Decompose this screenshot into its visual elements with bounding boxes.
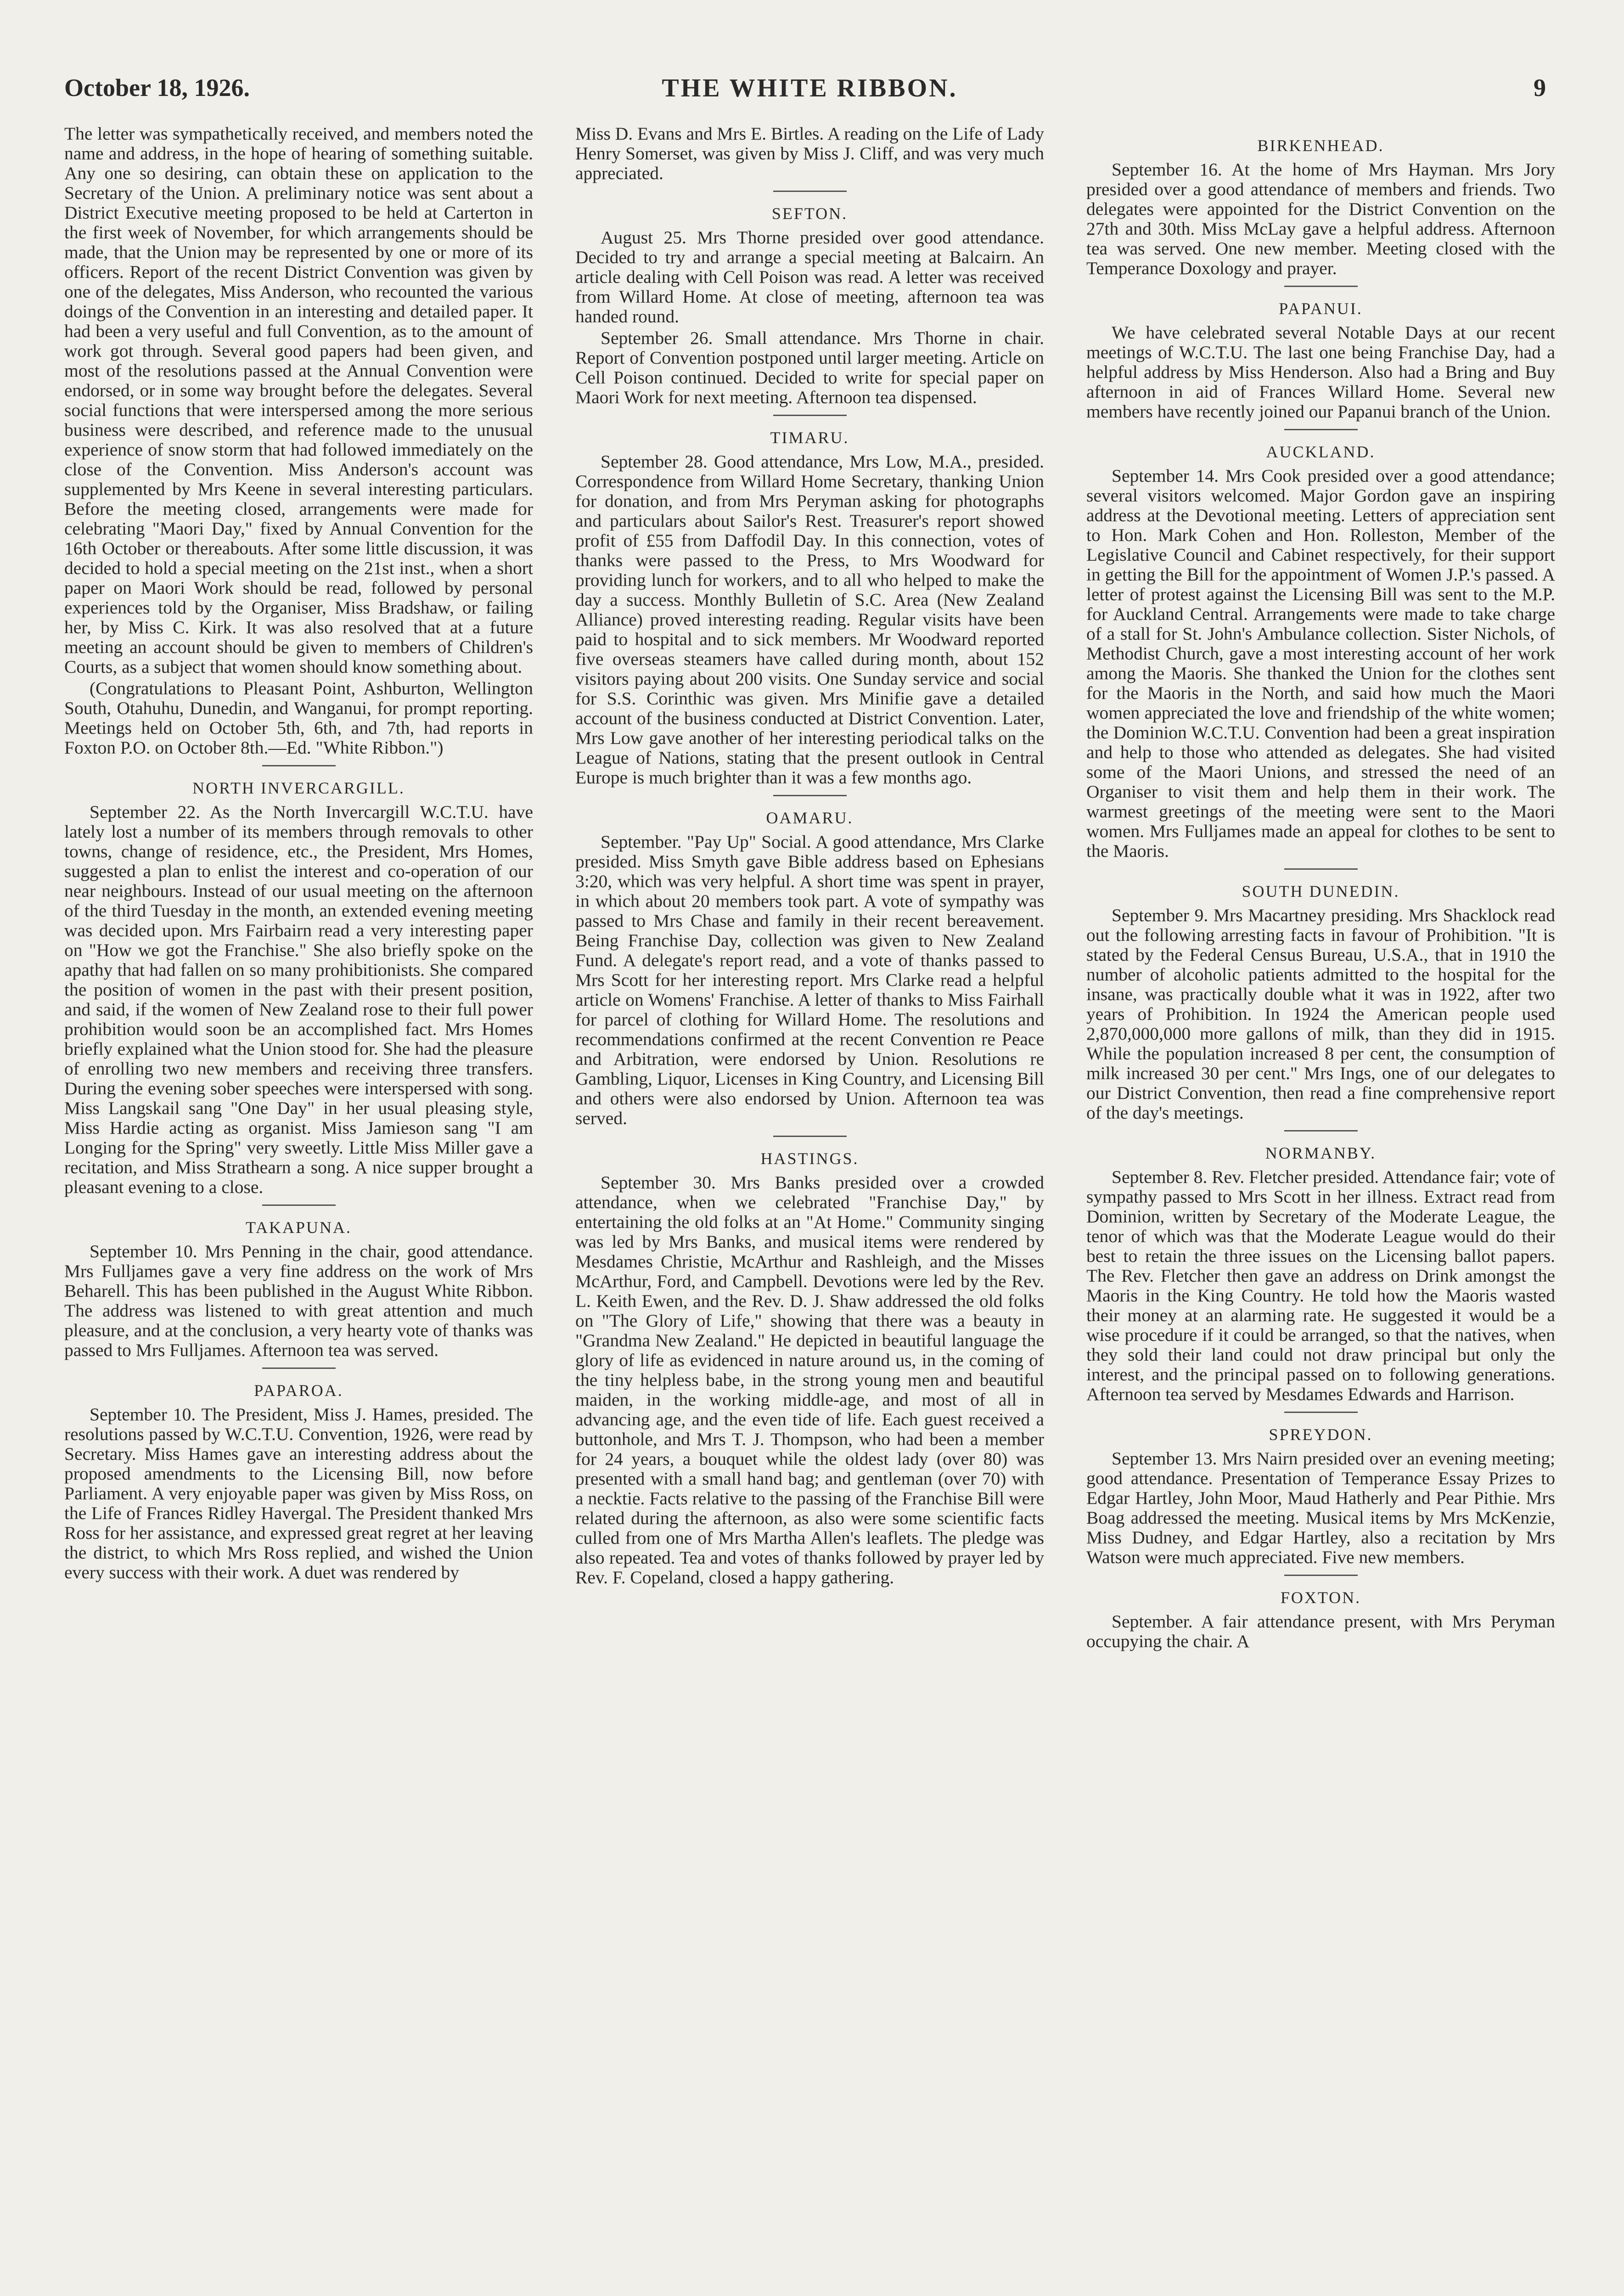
article-paragraph: Miss D. Evans and Mrs E. Birtles. A reading on the Life of Lady Henry Somerset, was given by Miss J. Cliff, and was very much appreciated.: [575, 124, 1044, 183]
publication-title: THE WHITE RIBBON.: [662, 74, 958, 102]
section-divider: [262, 765, 336, 766]
article-paragraph: (Congratulations to Pleasant Point, Ashburton, Wellington South, Otahuhu, Dunedin, and Wanganui, for prompt reporting. Meetings held on October 5th, 6th, and 7th, had reports in Foxton P.O. on October 8th.—Ed. "White Ribbon."): [64, 678, 533, 758]
article-paragraph: September 13. Mrs Nairn presided over an evening meeting; good attendance. Presentation of Temperance Essay Prizes to Edgar Hartley, John Moor, Maud Hatherly and Pear Pithie. Mrs Boag addressed the meeting. Musical items by Mrs McKenzie, Miss Dudney, and Edgar Hartley, also a recitation by Mrs Watson were much appreciated. Five new members.: [1086, 1448, 1555, 1567]
section-heading: NORMANBY.: [1265, 1144, 1377, 1162]
article-paragraph: The letter was sympathetically received, and members noted the name and address, in the hope of hearing of something suitable. Any one so desiring, can obtain these on application to the Secretary of the Union. A preliminary notice was sent about a District Executive meeting proposed to be held at Carterton in the first week of November, for which arrangements should be made, that the Union may be represented by one or more of its officers. Report of the recent District Convention was given by one of the delegates, Miss Anderson, who recounted the various doings of the Convention in an interesting and detailed paper. It had been a very useful and full Convention, as to the amount of work got through. Several good papers had been given, and most of the resolutions passed at the Annual Convention were endorsed, or in some way brought before the delegates. Several social functions that were interspersed among the more serious business were described, and reference made to the unusual experience of snow storm that had followed immediately on the close of the Convention. Miss Anderson's account was supplemented by Mrs Keene in several interesting particulars. Before the meeting closed, arrangements were made for celebrating "Maori Day," fixed by Annual Convention for the 16th October or thereabouts. After some little discussion, it was decided to hold a special meeting on the 21st inst., when a short paper on Maori Work should be read, followed by personal experiences told by the Organiser, Miss Bradshaw, or failing her, by Miss C. Kirk. It was also resolved that at a future meeting an account should be given to members of Children's Courts, as a subject that women should know something about.: [64, 124, 533, 677]
section-heading: FOXTON.: [1280, 1588, 1361, 1607]
article-paragraph: September 14. Mrs Cook presided over a good attendance; several visitors welcomed. Major Gordon gave an inspiring address at the Devotional meeting. Letters of appreciation sent to Hon. Mark Cohen and Hon. Rolleston, Member of the Legislative Council and Cabinet respectively, for their support in getting the Bill for the appointment of Women J.P.'s passed. A letter of protest against the Licensing Bill was sent to the M.P. for Auckland Central. Arrangements were made to take charge of a stall for St. John's Ambulance collection. Sister Nichols, of Methodist Church, gave a most interesting account of her work among the Maoris. She thanked the Union for the clothes sent for the Maoris in the North, and said how much the Maori women appreciated the love and friendship of the white women; the Dominion W.C.T.U. Convention had been a great inspiration and help to those who attended as delegates. She had visited some of the Maori Unions, and stressed the need of an Organiser to visit them and help them in their work. The warmest greetings of the meeting were sent to the Maori women. Mrs Fulljames made an appeal for clothes to be sent to the Maoris.: [1086, 466, 1555, 861]
column-2: [575, 124, 1044, 2296]
section-heading: OAMARU.: [766, 809, 854, 827]
article-paragraph: September 26. Small attendance. Mrs Thorne in chair. Report of Convention postponed until larger meeting. Article on Cell Poison continued. Decided to write for special paper on Maori Work for next meeting. Afternoon tea dispensed.: [575, 328, 1044, 407]
article-paragraph: August 25. Mrs Thorne presided over good attendance. Decided to try and arrange a special meeting at Balcairn. An article dealing with Cell Poison was read. A letter was received from Willard Home. At close of meeting, afternoon tea was handed round.: [575, 227, 1044, 326]
section-divider: [773, 415, 847, 416]
section-divider: [1284, 1412, 1358, 1413]
section-heading: TIMARU.: [770, 428, 849, 447]
section-heading: SPREYDON.: [1269, 1425, 1373, 1444]
page-number: 9: [1534, 74, 1546, 101]
section-divider: [1284, 1130, 1358, 1131]
section-divider: [1284, 429, 1358, 430]
section-heading: NORTH INVERCARGILL.: [192, 779, 405, 797]
section-divider: [1284, 1575, 1358, 1576]
section-divider: [1284, 286, 1358, 287]
section-heading: PAPANUI.: [1279, 299, 1363, 318]
section-divider: [262, 1204, 336, 1206]
section-heading: BIRKENHEAD.: [1257, 136, 1384, 155]
article-paragraph: September 8. Rev. Fletcher presided. Attendance fair; vote of sympathy passed to Mrs Scott in her illness. Extract read from Dominion, written by Secretary of the Moderate League, the tenor of which was that the Moderate League would do their best to retain the three issues on the Licensing ballot papers. The Rev. Fletcher then gave an address on Drink amongst the Maoris in the King Country. He told how the Maoris wasted their money at an alarming rate. He suggested it would be a wise procedure if it could be arranged, so that the natives, when they sold their land could not draw principal but only the interest, and the principal passed on to following generations. Afternoon tea served by Mesdames Edwards and Harrison.: [1086, 1167, 1555, 1404]
section-heading: AUCKLAND.: [1266, 443, 1376, 461]
column-3: [1086, 124, 1555, 2296]
article-paragraph: September 16. At the home of Mrs Hayman. Mrs Jory presided over a good attendance of members and friends. Two delegates were appointed for the District Convention on the 27th and 30th. Miss McLay gave a helpful address. Afternoon tea was served. One new member. Meeting closed with the Temperance Doxology and prayer.: [1086, 159, 1555, 278]
article-paragraph: September 10. The President, Miss J. Hames, presided. The resolutions passed by W.C.T.U. Convention, 1926, were read by Secretary. Miss Hames gave an interesting address about the proposed amendments to the Licensing Bill, now before Parliament. A very enjoyable paper was given by Miss Ross, on the Life of Frances Ridley Havergal. The President thanked Mrs Ross for her assistance, and expressed great regret at her leaving the district, to which Mrs Ross replied, and wished the Union every success with their work. A duet was rendered by: [64, 1404, 533, 1582]
article-paragraph: September 30. Mrs Banks presided over a crowded attendance, when we celebrated "Franchise Day," by entertaining the old folks at an "At Home." Community singing was led by Mrs Banks, and musical items were rendered by Mesdames Christie, McArthur and Rashleigh, and the Misses McArthur, Ford, and Campbell. Devotions were led by the Rev. L. Keith Ewen, and the Rev. D. J. Shaw addressed the old folks on "The Glory of Life," showing that there was a beauty in "Grandma New Zealand." He depicted in beautiful language the glory of life as evidenced in nature around us, in the coming of the tiny helpless babe, in the strong young men and beautiful maiden, in the working middle-age, and most of all in advancing age, and the even tide of life. Each guest received a buttonhole, and Mrs T. J. Thompson, who had been a member for 24 years, a bouquet while the oldest lady (over 80) was presented with a small hand bag; and gentleman (over 70) with a necktie. Facts relative to the passing of the Franchise Bill were related during the afternoon, as also were some scientific facts culled from one of Mrs Martha Allen's leaflets. The pledge was also repeated. Tea and votes of thanks followed by prayer led by Rev. F. Copeland, closed a happy gathering.: [575, 1172, 1044, 1587]
section-divider: [773, 1136, 847, 1137]
article-paragraph: September 9. Mrs Macartney presiding. Mrs Shacklock read out the following arresting facts in favour of Prohibition. "It is stated by the Federal Census Bureau, U.S.A., that in 1910 the number of alcoholic patients admitted to the hospital for the insane, was practically double what it was in 1922, after two years of Prohibition. In 1924 the American people used 2,870,000,000 more gallons of milk, than they did in 1915. While the population increased 8 per cent, the consumption of milk increased 30 per cent." Mrs Ings, one of our delegates to our District Convention, then read a fine comprehensive report of the day's meetings.: [1086, 905, 1555, 1123]
section-heading: HASTINGS.: [760, 1149, 859, 1168]
article-paragraph: September 10. Mrs Penning in the chair, good attendance. Mrs Fulljames gave a very fine address on the work of Mrs Beharell. This has been published in the August White Ribbon. The address was listened to with great attention and much pleasure, and at the conclusion, a very hearty vote of thanks was passed to Mrs Fulljames. Afternoon tea was served.: [64, 1241, 533, 1360]
issue-date: October 18, 1926.: [64, 74, 250, 101]
article-paragraph: September 28. Good attendance, Mrs Low, M.A., presided. Correspondence from Willard Home Secretary, thanking Union for donation, and from Mrs Peryman asking for photographs and particulars about Sailor's Rest. Treasurer's report showed profit of £55 from Daffodil Day. In this connection, votes of thanks were passed to the Press, to Mrs Woodward for providing lunch for workers, and to all who helped to make the day a success. Monthly Bulletin of S.C. Area (New Zealand Alliance) proved interesting reading. Regular visits have been paid to hospital and to sick members. Mr Woodward reported five overseas steamers have called during month, about 152 visitors paying about 200 visits. One Sunday service and social for S.S. Corinthic was given. Mrs Minifie gave a detailed account of the business conducted at District Convention. Later, Mrs Low gave another of her interesting periodical talks on the League of Nations, stating that the present outlook in Central Europe is much brighter than it was a few months ago.: [575, 451, 1044, 788]
section-divider: [1284, 868, 1358, 870]
section-divider: [773, 795, 847, 796]
section-heading: SEFTON.: [771, 204, 848, 223]
section-heading: SOUTH DUNEDIN.: [1242, 882, 1400, 900]
article-paragraph: September. "Pay Up" Social. A good attendance, Mrs Clarke presided. Miss Smyth gave Bible address based on Ephesians 3:20, which was very helpful. A short time was spent in prayer, in which about 20 members took part. A vote of sympathy was passed to Mrs Chase and family in their recent bereavement. Being Franchise Day, collection was given to New Zealand Fund. A delegate's report read, and a vote of thanks passed to Mrs Scott for her interesting report. Mrs Clarke read a helpful article on Womens' Franchise. A letter of thanks to Miss Fairhall for parcel of clothing for Willard Home. The resolutions and recommendations confirmed at the recent Convention re Peace and Arbitration, were endorsed by Union. Resolutions re Gambling, Liquor, Licenses in King Country, and Licensing Bill and others were also endorsed by Union. Afternoon tea was served.: [575, 832, 1044, 1128]
column-1: [64, 124, 533, 2296]
article-paragraph: September 22. As the North Invercargill W.C.T.U. have lately lost a number of its members through removals to other towns, change of residence, etc., the President, Mrs Homes, suggested a plan to enlist the interest and co-operation of our near neighbours. Instead of our usual meeting on the afternoon of the third Tuesday in the month, an extended evening meeting was decided upon. Mrs Fairbairn read a very interesting paper on "How we got the Franchise." She also briefly spoke on the apathy that had fallen on so many prohibitionists. She compared the position of women in the past with their present position, and said, if the women of New Zealand rose to their full power prohibition would soon be an accomplished fact. Mrs Homes briefly explained what the Union stood for. She had the pleasure of enrolling two new members and receiving three transfers. During the evening sober speeches were interspersed with song. Miss Langskail sang "One Day" in her usual pleasing style, Miss Hardie acting as organist. Miss Jamieson sang "I am Longing for the Spring" very sweetly. Little Miss Miller gave a recitation, and Miss Strathearn a song. A nice supper brought a pleasant evening to a close.: [64, 802, 533, 1197]
section-heading: PAPAROA.: [254, 1381, 343, 1400]
columns: [64, 124, 1555, 2296]
section-divider: [262, 1367, 336, 1369]
section-divider: [773, 191, 847, 192]
masthead: [64, 73, 1555, 124]
article-paragraph: September. A fair attendance present, with Mrs Peryman occupying the chair. A: [1086, 1611, 1555, 1651]
article-paragraph: We have celebrated several Notable Days at our recent meetings of W.C.T.U. The last one being Franchise Day, had a helpful address by Miss Henderson. Also had a Bring and Buy afternoon in aid of Frances Willard Home. Several new members have recently joined our Papanui branch of the Union.: [1086, 322, 1555, 422]
section-heading: TAKAPUNA.: [245, 1218, 352, 1237]
